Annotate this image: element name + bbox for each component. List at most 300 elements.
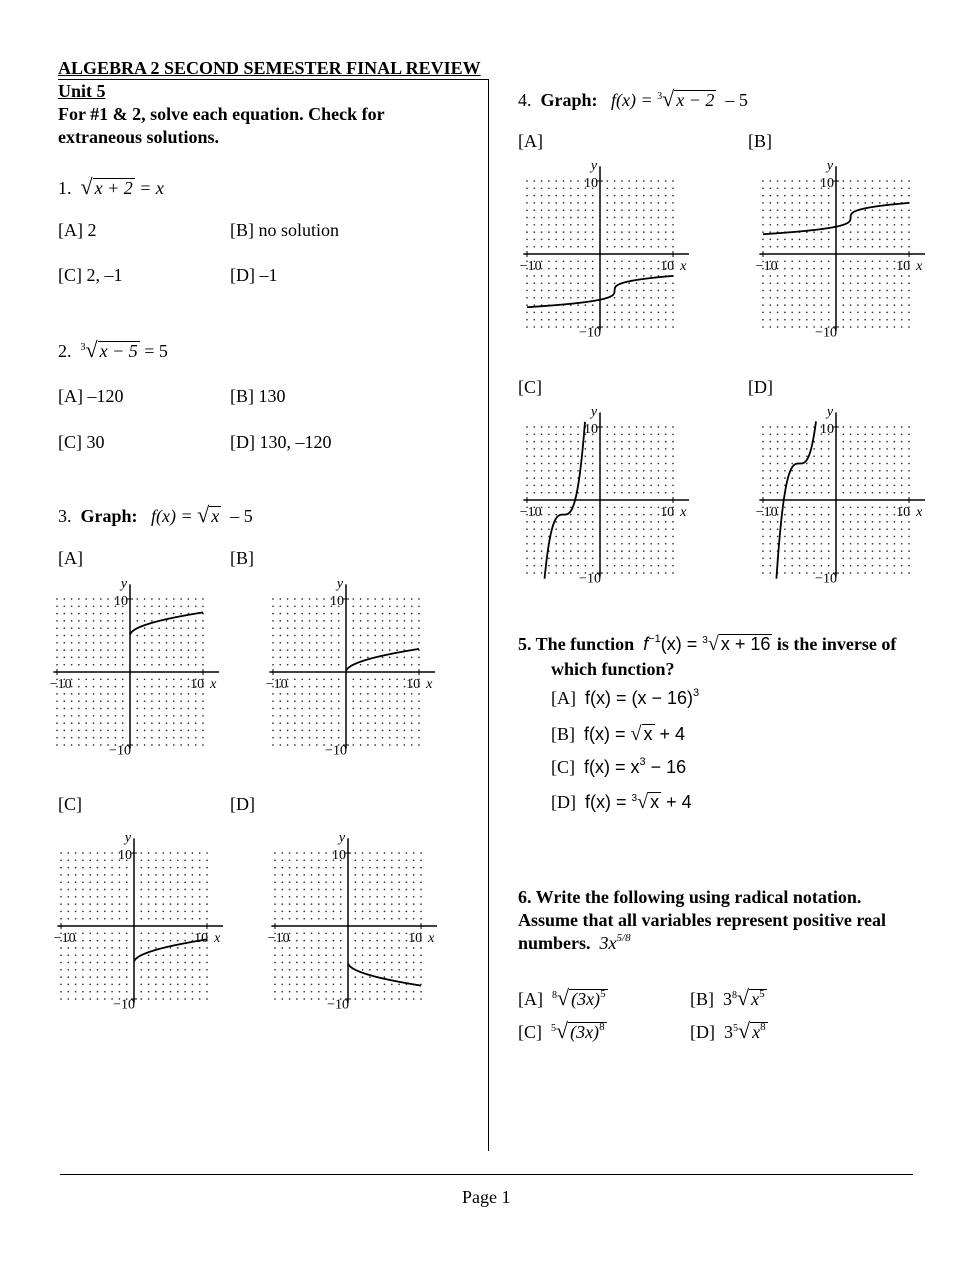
grid-dot <box>202 657 204 659</box>
grid-dot <box>406 881 408 883</box>
y-tick-label-min: −10 <box>579 571 601 586</box>
grid-dot <box>614 528 616 530</box>
grid-dot <box>570 485 572 487</box>
grid-dot <box>180 686 182 688</box>
grid-dot <box>274 976 276 978</box>
grid-dot <box>585 202 587 204</box>
grid-dot <box>151 620 153 622</box>
grid-dot <box>184 852 186 854</box>
grid-dot <box>376 881 378 883</box>
grid-dot <box>555 470 557 472</box>
grid-dot <box>791 485 793 487</box>
grid-dot <box>857 521 859 523</box>
grid-dot <box>309 744 311 746</box>
grid-dot <box>56 730 58 732</box>
grid-dot <box>289 881 291 883</box>
grid-dot <box>56 700 58 702</box>
grid-dot <box>577 506 579 508</box>
grid-dot <box>122 686 124 688</box>
grid-dot <box>107 598 109 600</box>
grid-dot <box>354 881 356 883</box>
grid-dot <box>665 485 667 487</box>
grid-dot <box>628 521 630 523</box>
grid-dot <box>864 521 866 523</box>
grid-dot <box>338 730 340 732</box>
grid-dot <box>762 304 764 306</box>
grid-dot <box>71 657 73 659</box>
grid-dot <box>791 319 793 321</box>
grid-dot <box>202 664 204 666</box>
grid-dot <box>908 290 910 292</box>
grid-dot <box>658 326 660 328</box>
grid-dot <box>784 304 786 306</box>
grid-dot <box>592 485 594 487</box>
y-tick-label-min: −10 <box>815 325 837 340</box>
grid-dot <box>872 312 874 314</box>
grid-dot <box>136 678 138 680</box>
grid-dot <box>894 536 896 538</box>
grid-dot <box>398 969 400 971</box>
grid-dot <box>857 304 859 306</box>
grid-dot <box>894 195 896 197</box>
grid-dot <box>842 312 844 314</box>
grid-dot <box>828 290 830 292</box>
grid-dot <box>56 613 58 615</box>
grid-dot <box>60 874 62 876</box>
grid-dot <box>850 550 852 552</box>
grid-dot <box>287 730 289 732</box>
grid-dot <box>272 730 274 732</box>
grid-dot <box>173 686 175 688</box>
grid-dot <box>592 550 594 552</box>
grid-dot <box>367 657 369 659</box>
grid-dot <box>606 180 608 182</box>
grid-dot <box>340 947 342 949</box>
grid-dot <box>63 737 65 739</box>
grid-dot <box>799 326 801 328</box>
grid-dot <box>396 700 398 702</box>
grid-dot <box>367 715 369 717</box>
grid-dot <box>643 441 645 443</box>
grid-dot <box>67 998 69 1000</box>
grid-dot <box>420 947 422 949</box>
grid-dot <box>274 984 276 986</box>
grid-dot <box>577 275 579 277</box>
grid-dot <box>636 565 638 567</box>
grid-dot <box>374 635 376 637</box>
grid-dot <box>333 954 335 956</box>
grid-dot <box>325 918 327 920</box>
grid-dot <box>621 492 623 494</box>
grid-dot <box>384 976 386 978</box>
grid-dot <box>75 998 77 1000</box>
grid-dot <box>672 246 674 248</box>
q2-choice-d: [D] 130, –120 <box>230 432 332 452</box>
grid-dot <box>541 195 543 197</box>
grid-dot <box>309 657 311 659</box>
grid-dot <box>908 433 910 435</box>
grid-dot <box>323 693 325 695</box>
grid-dot <box>614 558 616 560</box>
grid-dot <box>784 521 786 523</box>
grid-dot <box>279 613 281 615</box>
grid-dot <box>104 991 106 993</box>
grid-dot <box>367 598 369 600</box>
grid-dot <box>665 543 667 545</box>
grid-dot <box>563 319 565 321</box>
grid-dot <box>872 572 874 574</box>
grid-dot <box>369 918 371 920</box>
grid-dot <box>592 246 594 248</box>
grid-dot <box>418 737 420 739</box>
grid-dot <box>180 744 182 746</box>
grid-dot <box>636 441 638 443</box>
grid-dot <box>331 664 333 666</box>
grid-dot <box>115 722 117 724</box>
grid-dot <box>374 598 376 600</box>
grid-dot <box>901 448 903 450</box>
grid-dot <box>842 187 844 189</box>
grid-dot <box>362 911 364 913</box>
grid-dot <box>97 998 99 1000</box>
grid-dot <box>533 282 535 284</box>
grid-dot <box>362 918 364 920</box>
grid-dot <box>202 700 204 702</box>
grid-dot <box>396 605 398 607</box>
grid-dot <box>60 903 62 905</box>
grid-dot <box>202 708 204 710</box>
grid-dot <box>850 536 852 538</box>
grid-dot <box>901 536 903 538</box>
grid-dot <box>606 565 608 567</box>
grid-dot <box>563 506 565 508</box>
grid-dot <box>850 448 852 450</box>
grid-dot <box>122 664 124 666</box>
grid-dot <box>318 991 320 993</box>
page-number: Page 1 <box>462 1187 511 1207</box>
grid-dot <box>119 969 121 971</box>
grid-dot <box>828 304 830 306</box>
grid-dot <box>658 312 660 314</box>
grid-dot <box>658 558 660 560</box>
grid-dot <box>413 998 415 1000</box>
grid-dot <box>195 657 197 659</box>
grid-dot <box>82 918 84 920</box>
grid-dot <box>195 737 197 739</box>
grid-dot <box>813 217 815 219</box>
grid-dot <box>158 664 160 666</box>
grid-dot <box>570 477 572 479</box>
grid-dot <box>879 209 881 211</box>
grid-dot <box>541 275 543 277</box>
grid-dot <box>170 940 172 942</box>
grid-dot <box>391 867 393 869</box>
grid-dot <box>533 217 535 219</box>
grid-dot <box>202 649 204 651</box>
grid-dot <box>411 708 413 710</box>
grid-dot <box>879 187 881 189</box>
grid-dot <box>411 635 413 637</box>
grid-dot <box>362 874 364 876</box>
grid-dot <box>628 455 630 457</box>
grid-dot <box>555 239 557 241</box>
grid-dot <box>828 260 830 262</box>
grid-dot <box>97 947 99 949</box>
grid-dot <box>842 195 844 197</box>
grid-dot <box>901 550 903 552</box>
grid-dot <box>148 881 150 883</box>
grid-dot <box>762 492 764 494</box>
grid-dot <box>115 678 117 680</box>
grid-dot <box>100 635 102 637</box>
grid-dot <box>144 613 146 615</box>
grid-dot <box>621 426 623 428</box>
grid-dot <box>192 984 194 986</box>
grid-dot <box>563 326 565 328</box>
grid-dot <box>813 455 815 457</box>
grid-dot <box>777 426 779 428</box>
grid-dot <box>279 627 281 629</box>
grid-dot <box>585 477 587 479</box>
grid-dot <box>111 954 113 956</box>
grid-dot <box>420 991 422 993</box>
grid-dot <box>367 686 369 688</box>
grid-dot <box>311 889 313 891</box>
grid-dot <box>643 558 645 560</box>
grid-dot <box>325 867 327 869</box>
grid-dot <box>592 506 594 508</box>
grid-dot <box>97 918 99 920</box>
grid-dot <box>107 664 109 666</box>
grid-dot <box>879 224 881 226</box>
grid-dot <box>85 649 87 651</box>
grid-dot <box>570 209 572 211</box>
grid-dot <box>111 991 113 993</box>
grid-dot <box>151 737 153 739</box>
grid-dot <box>791 180 793 182</box>
grid-dot <box>279 700 281 702</box>
grid-dot <box>570 202 572 204</box>
grid-dot <box>369 998 371 1000</box>
grid-dot <box>886 565 888 567</box>
grid-dot <box>136 613 138 615</box>
grid-dot <box>894 470 896 472</box>
grid-dot <box>376 932 378 934</box>
grid-dot <box>85 627 87 629</box>
grid-dot <box>340 940 342 942</box>
y-tick-label-min: −10 <box>327 997 349 1012</box>
grid-dot <box>126 984 128 986</box>
grid-dot <box>592 304 594 306</box>
grid-dot <box>857 528 859 530</box>
grid-dot <box>281 911 283 913</box>
grid-dot <box>406 859 408 861</box>
grid-dot <box>879 565 881 567</box>
grid-dot <box>63 642 65 644</box>
grid-dot <box>294 700 296 702</box>
grid-dot <box>173 693 175 695</box>
grid-dot <box>311 903 313 905</box>
grid-dot <box>316 620 318 622</box>
grid-dot <box>413 918 415 920</box>
grid-dot <box>577 543 579 545</box>
grid-dot <box>126 954 128 956</box>
grid-dot <box>894 217 896 219</box>
grid-dot <box>338 657 340 659</box>
grid-dot <box>122 649 124 651</box>
grid-dot <box>650 485 652 487</box>
grid-dot <box>857 543 859 545</box>
grid-dot <box>119 889 121 891</box>
grid-dot <box>555 260 557 262</box>
grid-dot <box>115 635 117 637</box>
grid-dot <box>382 678 384 680</box>
grid-dot <box>570 195 572 197</box>
grid-dot <box>777 455 779 457</box>
grid-dot <box>398 889 400 891</box>
grid-dot <box>533 448 535 450</box>
grid-dot <box>104 947 106 949</box>
grid-dot <box>206 874 208 876</box>
grid-dot <box>369 976 371 978</box>
grid-dot <box>864 536 866 538</box>
grid-dot <box>585 282 587 284</box>
grid-dot <box>665 426 667 428</box>
grid-dot <box>296 962 298 964</box>
grid-dot <box>360 598 362 600</box>
grid-dot <box>413 969 415 971</box>
grid-dot <box>316 627 318 629</box>
grid-dot <box>879 297 881 299</box>
grid-dot <box>316 730 318 732</box>
grid-dot <box>672 217 674 219</box>
grid-dot <box>901 543 903 545</box>
grid-dot <box>864 246 866 248</box>
grid-dot <box>333 881 335 883</box>
grid-dot <box>56 605 58 607</box>
grid-dot <box>202 730 204 732</box>
grid-dot <box>136 686 138 688</box>
grid-dot <box>872 268 874 270</box>
grid-dot <box>192 889 194 891</box>
grid-dot <box>614 312 616 314</box>
grid-dot <box>643 260 645 262</box>
grid-dot <box>188 657 190 659</box>
grid-dot <box>864 239 866 241</box>
grid-dot <box>563 558 565 560</box>
grid-dot <box>418 627 420 629</box>
grid-dot <box>170 947 172 949</box>
grid-dot <box>563 260 565 262</box>
grid-dot <box>192 881 194 883</box>
grid-dot <box>658 441 660 443</box>
grid-dot <box>555 528 557 530</box>
grid-dot <box>173 722 175 724</box>
grid-dot <box>140 962 142 964</box>
grid-dot <box>173 737 175 739</box>
grid-dot <box>577 195 579 197</box>
grid-dot <box>799 268 801 270</box>
grid-dot <box>908 275 910 277</box>
y-axis-label: y <box>826 408 834 420</box>
grid-dot <box>144 664 146 666</box>
grid-dot <box>577 448 579 450</box>
y-axis-label: y <box>338 834 346 846</box>
grid-dot <box>621 319 623 321</box>
grid-dot <box>301 627 303 629</box>
grid-dot <box>533 224 535 226</box>
grid-dot <box>180 715 182 717</box>
grid-dot <box>151 708 153 710</box>
grid-dot <box>272 635 274 637</box>
q4-label-a: [A] <box>518 131 543 151</box>
grid-dot <box>872 550 874 552</box>
grid-dot <box>382 737 384 739</box>
grid-dot <box>155 991 157 993</box>
grid-dot <box>413 954 415 956</box>
grid-dot <box>75 969 77 971</box>
grid-dot <box>872 506 874 508</box>
grid-dot <box>813 543 815 545</box>
grid-dot <box>570 448 572 450</box>
grid-dot <box>850 246 852 248</box>
grid-dot <box>791 312 793 314</box>
grid-dot <box>791 448 793 450</box>
grid-dot <box>296 889 298 891</box>
grid-dot <box>418 693 420 695</box>
grid-dot <box>886 304 888 306</box>
grid-dot <box>199 852 201 854</box>
grid-dot <box>762 326 764 328</box>
grid-dot <box>166 605 168 607</box>
grid-dot <box>585 275 587 277</box>
grid-dot <box>621 455 623 457</box>
grid-dot <box>309 700 311 702</box>
grid-dot <box>389 693 391 695</box>
grid-dot <box>78 657 80 659</box>
grid-dot <box>100 620 102 622</box>
grid-dot <box>173 708 175 710</box>
grid-dot <box>784 470 786 472</box>
grid-dot <box>406 889 408 891</box>
grid-dot <box>360 613 362 615</box>
grid-dot <box>404 715 406 717</box>
grid-dot <box>828 514 830 516</box>
grid-dot <box>762 297 764 299</box>
grid-dot <box>621 224 623 226</box>
grid-dot <box>650 426 652 428</box>
grid-dot <box>806 275 808 277</box>
grid-dot <box>158 598 160 600</box>
grid-dot <box>650 433 652 435</box>
grid-dot <box>879 492 881 494</box>
grid-dot <box>391 911 393 913</box>
grid-dot <box>82 954 84 956</box>
grid-dot <box>136 642 138 644</box>
grid-dot <box>769 477 771 479</box>
grid-dot <box>162 881 164 883</box>
grid-dot <box>311 976 313 978</box>
grid-dot <box>842 565 844 567</box>
grid-dot <box>563 550 565 552</box>
grid-dot <box>533 550 535 552</box>
grid-dot <box>184 984 186 986</box>
grid-dot <box>413 896 415 898</box>
grid-dot <box>791 543 793 545</box>
grid-dot <box>170 881 172 883</box>
grid-dot <box>78 635 80 637</box>
grid-dot <box>279 642 281 644</box>
